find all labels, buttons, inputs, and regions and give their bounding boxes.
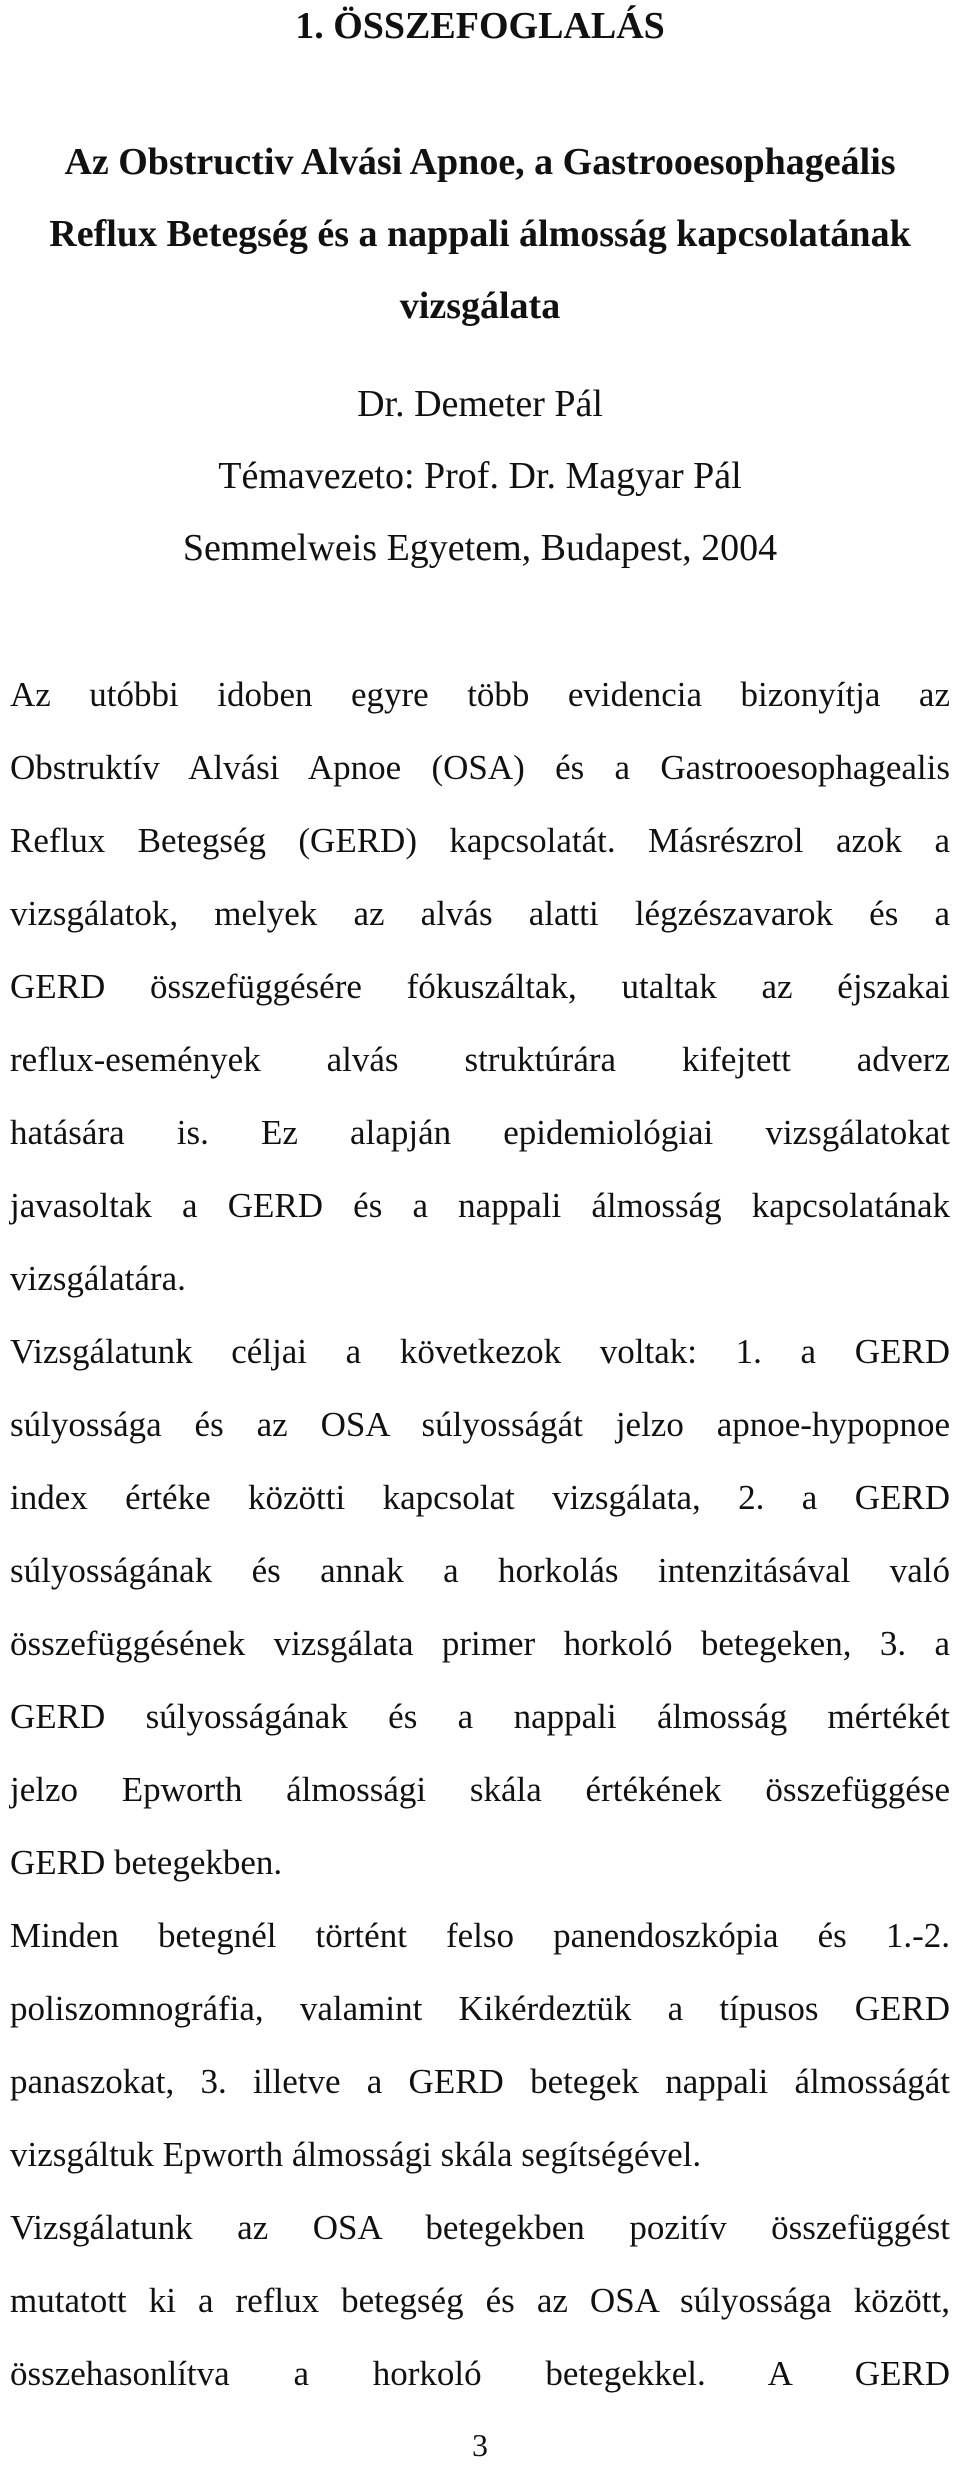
body-line: GERD súlyosságának és a nappali álmosság mértékét <box>10 1697 950 1736</box>
body-line: index értéke közötti kapcsolat vizsgálata, 2. a GERD <box>10 1478 950 1517</box>
title-line-3: vizsgálata <box>399 285 561 327</box>
title-line-2: Reflux Betegség és a nappali álmosság kapcsolatának <box>49 213 911 255</box>
body-line: súlyossága és az OSA súlyosságát jelzo apnoe-hypopnoe <box>10 1405 950 1444</box>
body-line: Vizsgálatunk az OSA betegekben pozitív összefüggést <box>10 2208 950 2247</box>
body-line: összefüggésének vizsgálata primer horkoló betegeken, 3. a <box>10 1624 950 1663</box>
author-line: Dr. Demeter Pál <box>357 383 603 425</box>
page-number: 3 <box>472 2427 488 2463</box>
section-heading: 1. ÖSSZEFOGLALÁS <box>295 5 665 47</box>
body-line: hatására is. Ez alapján epidemiológiai vizsgálatokat <box>10 1113 950 1152</box>
body-line: Az utóbbi idoben egyre több evidencia bizonyítja az <box>10 675 950 714</box>
body-line: poliszomnográfia, valamint Kikérdeztük a típusos GERD <box>10 1989 950 2028</box>
body-line: reflux-események alvás struktúrára kifejtett adverz <box>10 1040 950 1079</box>
institution-line: Semmelweis Egyetem, Budapest, 2004 <box>182 527 778 569</box>
body-line: panaszokat, 3. illetve a GERD betegek nappali álmosságát <box>10 2062 950 2101</box>
body-line: Obstruktív Alvási Apnoe (OSA) és a Gastrooesophagealis <box>10 748 950 787</box>
body-line: összehasonlítva a horkoló betegekkel. A GERD <box>10 2354 950 2393</box>
body-line: Vizsgálatunk céljai a következok voltak: 1. a GERD <box>10 1332 950 1371</box>
body-line: Minden betegnél történt felso panendoszkópia és 1.-2. <box>10 1916 950 1955</box>
body-line: vizsgálatok, melyek az alvás alatti légzészavarok és a <box>10 894 950 933</box>
body-line: vizsgáltuk Epworth álmossági skála segítségével. <box>10 2135 702 2174</box>
body-line: javasoltak a GERD és a nappali álmosság kapcsolatának <box>10 1186 950 1225</box>
supervisor-line: Témavezeto: Prof. Dr. Magyar Pál <box>218 455 742 497</box>
body-line: GERD összefüggésére fókuszáltak, utaltak az éjszakai <box>10 967 950 1006</box>
body-line: vizsgálatára. <box>10 1259 186 1298</box>
title-line-1: Az Obstructiv Alvási Apnoe, a Gastrooesophageális <box>64 141 896 183</box>
body-line: Reflux Betegség (GERD) kapcsolatát. Másrészrol azok a <box>10 821 950 860</box>
body-line: mutatott ki a reflux betegség és az OSA súlyossága között, <box>10 2281 950 2320</box>
body-line: GERD betegekben. <box>10 1843 283 1882</box>
body-line: súlyosságának és annak a horkolás intenzitásával való <box>10 1551 950 1590</box>
body-line: jelzo Epworth álmossági skála értékének összefüggése <box>10 1770 950 1809</box>
